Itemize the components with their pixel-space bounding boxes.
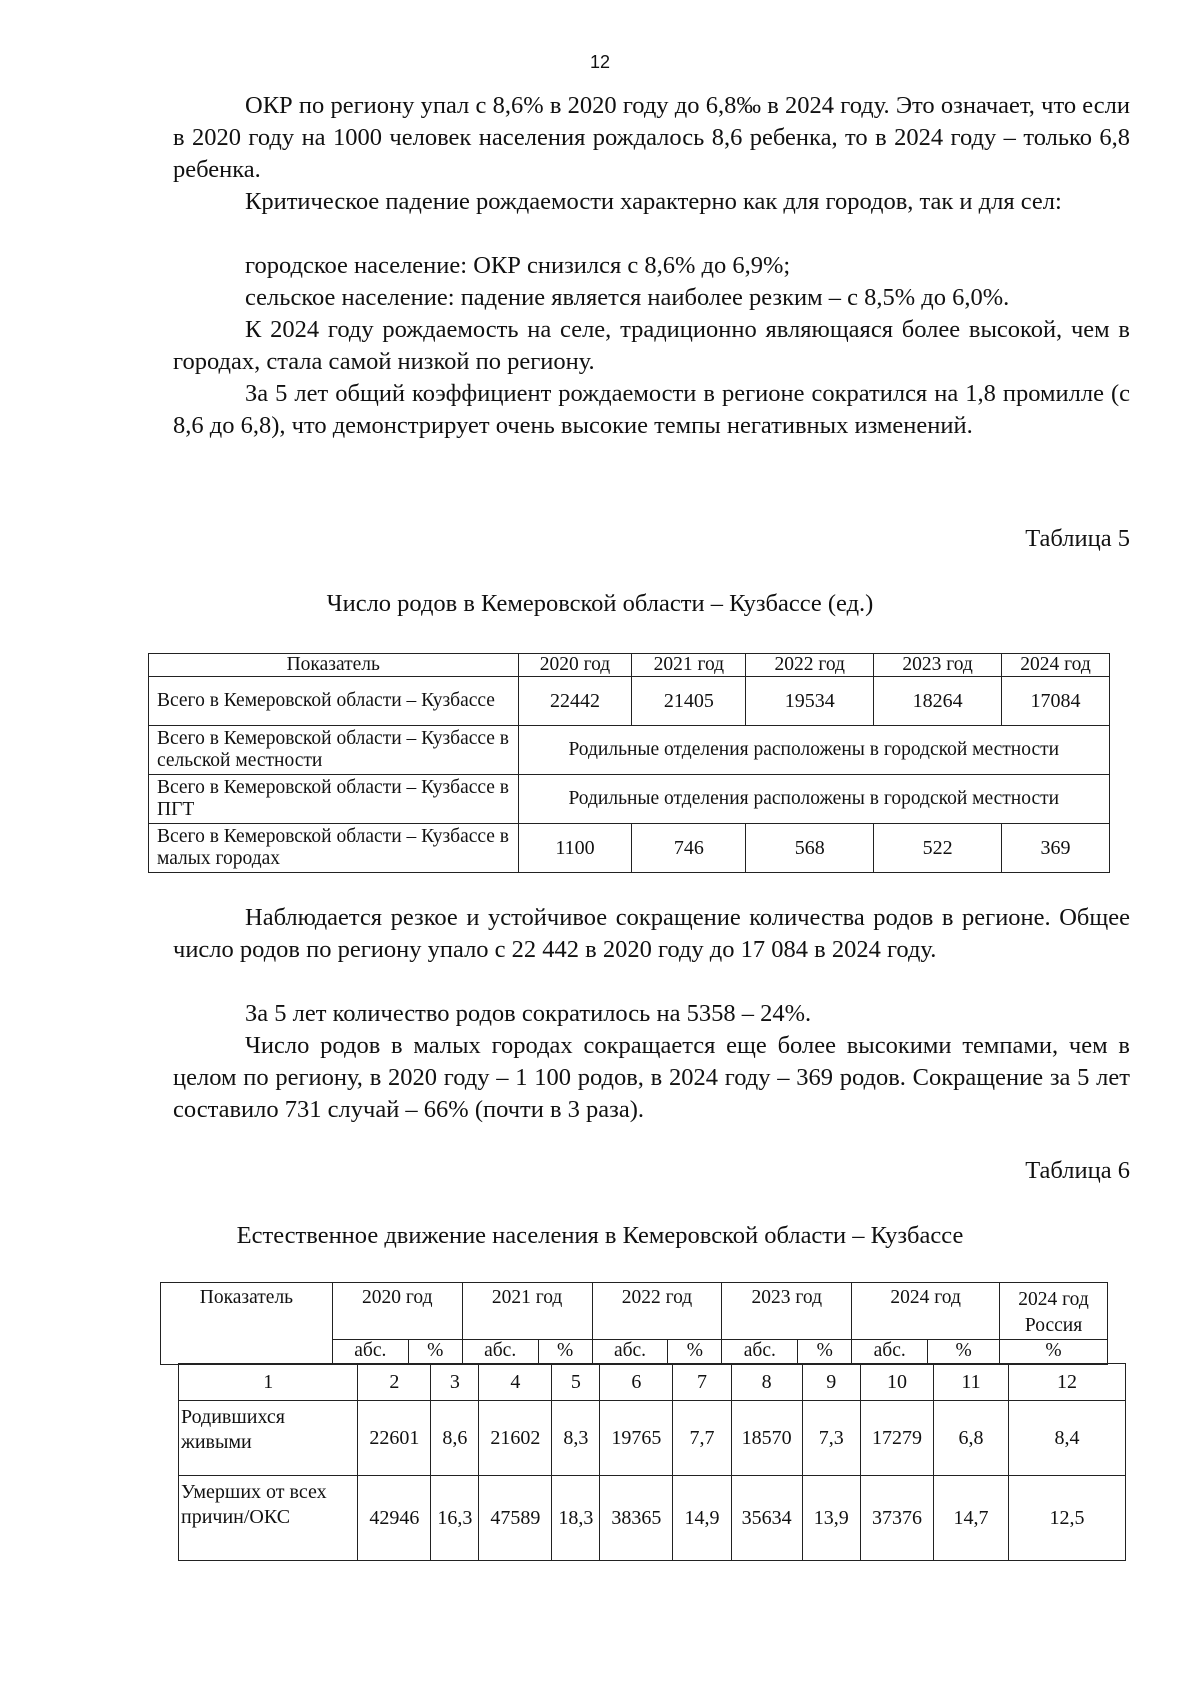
table6-cell: 17279: [861, 1401, 934, 1476]
table6-cell: 21602: [479, 1401, 552, 1476]
paragraph-small-towns: Число родов в малых городах сокращается еще более высокими темпами, чем в целом по региону, в 2020 году – 1 100 родов, в 2024 году – 369 родов. Сокращение за 5 лет составило 731 случай – 66% (почти в 3 раза).: [173, 1032, 1130, 1123]
table6-sub-abs: абс.: [332, 1340, 408, 1365]
table5-row-label: Всего в Кемеровской области – Кузбассе: [149, 677, 519, 726]
table5-row-total: [149, 677, 1110, 726]
table6-col-number: 12: [1009, 1364, 1126, 1401]
table6-cell: 47589: [479, 1476, 552, 1561]
table5-header-2023: 2023 год: [874, 654, 1002, 677]
table5-row-small-towns: [149, 824, 1110, 873]
table5-cell: 568: [746, 824, 874, 873]
table6-cell: 13,9: [802, 1476, 860, 1561]
table6-cell: 14,7: [934, 1476, 1009, 1561]
table5-cell: 369: [1002, 824, 1110, 873]
table6-col-number: 1: [179, 1364, 358, 1401]
table6-column-numbers: [179, 1364, 1126, 1401]
table6-header-row-years: [161, 1283, 1108, 1340]
table6-sub-pct: %: [928, 1340, 1000, 1365]
table5-label: Таблица 5: [1025, 525, 1130, 552]
table6-header-indicator: Показатель: [161, 1283, 333, 1365]
table6-cell: 22601: [358, 1401, 431, 1476]
list-item-rural: сельское население: падение является наиболее резким – с 8,5% до 6,0%.: [245, 284, 1010, 311]
table6-sub-abs: абс.: [592, 1340, 668, 1365]
table6-body: [178, 1363, 1126, 1561]
table6-cell: 18,3: [552, 1476, 600, 1561]
table5-header-2020: 2020 год: [518, 654, 632, 677]
table5-cell: 18264: [874, 677, 1002, 726]
paragraph-births-decline: Наблюдается резкое и устойчивое сокращение количества родов в регионе. Общее число родов по региону упало с 22 442 в 2020 году до 17 084 в 2024 году.: [173, 904, 1130, 963]
table5: [148, 653, 1110, 873]
table6-col-number: 7: [673, 1364, 731, 1401]
paragraph-rural-birthrate: К 2024 году рождаемость на селе, традиционно являющаяся более высокой, чем в городах, стала самой низкой по региону.: [173, 316, 1130, 375]
table6-cell: 38365: [600, 1476, 673, 1561]
table6-cell: 19765: [600, 1401, 673, 1476]
table6-col-number: 6: [600, 1364, 673, 1401]
table6-row-deaths: [179, 1476, 1126, 1561]
table6-col-number: 9: [802, 1364, 860, 1401]
table5-cell: 1100: [518, 824, 632, 873]
table5-cell: 17084: [1002, 677, 1110, 726]
table6-cell: 37376: [861, 1476, 934, 1561]
table6-sub-pct: %: [1000, 1340, 1108, 1365]
table6-cell: 35634: [731, 1476, 802, 1561]
table6-cell: 12,5: [1009, 1476, 1126, 1561]
table6-cell: 16,3: [431, 1476, 479, 1561]
table6-cell: 14,9: [673, 1476, 731, 1561]
table6-cell: 8,3: [552, 1401, 600, 1476]
table6-cell: 6,8: [934, 1401, 1009, 1476]
table5-header-indicator: Показатель: [149, 654, 519, 677]
table6-col-number: 4: [479, 1364, 552, 1401]
table5-row-label: Всего в Кемеровской области – Кузбассе в малых городах: [149, 824, 519, 873]
table6-sub-abs: абс.: [722, 1340, 798, 1365]
table6-header-russia-label: Россия: [1024, 1315, 1083, 1336]
table6-header-russia-year: 2024 год: [1018, 1289, 1089, 1310]
table6-sub-pct: %: [668, 1340, 722, 1365]
paragraph-critical-decline: Критическое падение рождаемости характерно как для городов, так и для сел:: [245, 188, 1062, 215]
table6-sub-abs: абс.: [852, 1340, 928, 1365]
table5-title: Число родов в Кемеровской области – Кузбассе (ед.): [326, 590, 874, 617]
table5-row-label: Всего в Кемеровской области – Кузбассе в сельской местности: [149, 726, 519, 775]
table6-sub-pct: %: [408, 1340, 462, 1365]
table5-header-2022: 2022 год: [746, 654, 874, 677]
table6-header-year: 2021 год: [462, 1283, 592, 1340]
table6-row-label: Умерших от всех причин/ОКС: [179, 1476, 358, 1561]
table5-cell: 21405: [632, 677, 746, 726]
page-number: 12: [589, 52, 611, 72]
table5-row-rural: [149, 726, 1110, 775]
table5-row-pgt: [149, 775, 1110, 824]
table6-row-births: [179, 1401, 1126, 1476]
table6-header: [160, 1282, 1108, 1365]
table6-cell: 42946: [358, 1476, 431, 1561]
table5-cell: 522: [874, 824, 1002, 873]
table5-row-label: Всего в Кемеровской области – Кузбассе в ПГТ: [149, 775, 519, 824]
table6-cell: 18570: [731, 1401, 802, 1476]
table5-cell: 746: [632, 824, 746, 873]
table5-merged-note: Родильные отделения расположены в городской местности: [518, 775, 1109, 824]
table6-cell: 8,6: [431, 1401, 479, 1476]
table6-row-label: Родившихся живыми: [179, 1401, 358, 1476]
table6-cell: 7,3: [802, 1401, 860, 1476]
table6-col-number: 5: [552, 1364, 600, 1401]
list-item-urban: городское население: ОКР снизился с 8,6% до 6,9%;: [245, 252, 791, 279]
table5-header-2021: 2021 год: [632, 654, 746, 677]
table6-cell: 7,7: [673, 1401, 731, 1476]
table5-merged-note: Родильные отделения расположены в городской местности: [518, 726, 1109, 775]
table6-col-number: 10: [861, 1364, 934, 1401]
table6-header-year: 2022 год: [592, 1283, 722, 1340]
table6-header-year: 2023 год: [722, 1283, 852, 1340]
table5-cell: 22442: [518, 677, 632, 726]
table5-cell: 19534: [746, 677, 874, 726]
table6-sub-pct: %: [538, 1340, 592, 1365]
table6-header-year: 2024 год: [852, 1283, 1000, 1340]
table6-col-number: 2: [358, 1364, 431, 1401]
table6-cell: 8,4: [1009, 1401, 1126, 1476]
table5-header-2024: 2024 год: [1002, 654, 1110, 677]
table6-label: Таблица 6: [1025, 1157, 1130, 1184]
table6-col-number: 8: [731, 1364, 802, 1401]
table5-header-row: [149, 654, 1110, 677]
table6-col-number: 3: [431, 1364, 479, 1401]
table6-sub-pct: %: [798, 1340, 852, 1365]
table6-sub-abs: абс.: [462, 1340, 538, 1365]
table6-header-russia: [1000, 1283, 1108, 1340]
paragraph-okr: ОКР по региону упал с 8,6% в 2020 году до 6,8‰ в 2024 году. Это означает, что если в 2020 году на 1000 человек населения рождалось 8,6 ребенка, то в 2024 году – только 6,8 ребенка.: [173, 92, 1130, 183]
paragraph-five-years: За 5 лет общий коэффициент рождаемости в регионе сократился на 1,8 промилле (с 8,6 до 6,8), что демонстрирует очень высокие темпы негативных изменений.: [173, 380, 1130, 439]
table6-col-number: 11: [934, 1364, 1009, 1401]
table6-title: Естественное движение населения в Кемеровской области – Кузбассе: [236, 1222, 964, 1249]
table6-header-year: 2020 год: [332, 1283, 462, 1340]
paragraph-five-years-births: За 5 лет количество родов сократилось на 5358 – 24%.: [245, 1000, 812, 1027]
